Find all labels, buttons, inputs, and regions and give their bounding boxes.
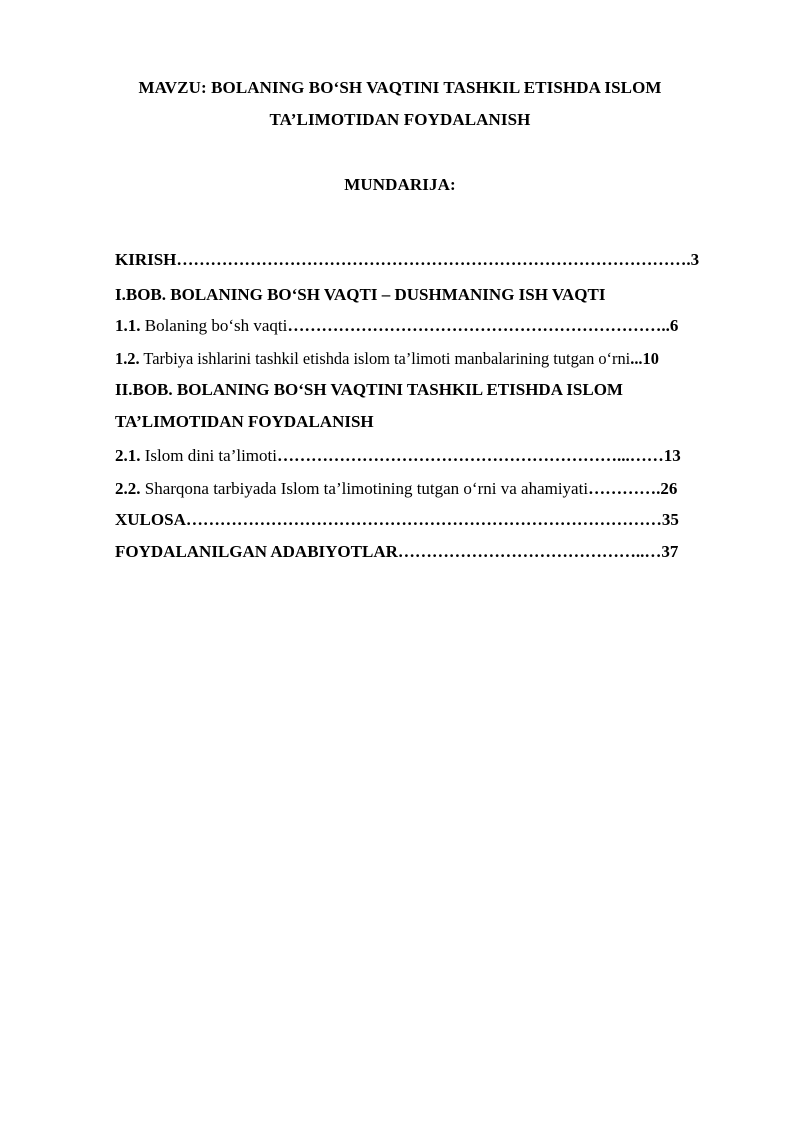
section-number: 1.1. bbox=[115, 316, 141, 335]
section-leader-page: …………………………………………………………..6 bbox=[287, 316, 679, 335]
section-title: Tarbiya ishlarini tashkil etishda islom ta’limoti manbalarining tutgan o‘rni bbox=[139, 349, 631, 368]
document-title-line-1: MAVZU: BOLANING BO‘SH VAQTINI TASHKIL ETISHDA ISLOM bbox=[138, 78, 662, 97]
section-leader-page: ………….26 bbox=[588, 479, 678, 498]
section-number: 2.1. bbox=[115, 446, 141, 465]
toc-chapter-2-line-1: II.BOB. BOLANING BO‘SH VAQTINI TASHKIL ETISHDA ISLOM bbox=[115, 380, 623, 399]
toc-heading: MUNDARIJA: bbox=[344, 175, 456, 194]
section-title: Sharqona tarbiyada Islom ta’limotining tutgan o‘rni va ahamiyati bbox=[140, 479, 589, 498]
toc-chapter-1: I.BOB. BOLANING BO‘SH VAQTI – DUSHMANING ISH VAQTI bbox=[115, 285, 606, 304]
toc-entry-2-1 bbox=[115, 446, 795, 466]
toc-entry-1-2 bbox=[115, 349, 795, 369]
section-title: Islom dini ta’limoti bbox=[140, 446, 277, 465]
section-title: Bolaning bo‘sh vaqti bbox=[140, 316, 288, 335]
toc-entry-2-2 bbox=[115, 479, 795, 499]
toc-chapter-2-line-2: TA’LIMOTIDAN FOYDALANISH bbox=[115, 412, 374, 431]
section-number: 1.2. bbox=[115, 349, 140, 368]
toc-entry-kirish: KIRISH……………………………………………………………………………….3 bbox=[115, 250, 700, 269]
toc-entry-adabiyotlar: FOYDALANILGAN ADABIYOTLAR……………………………………..…37 bbox=[115, 542, 679, 561]
section-leader-page: ...10 bbox=[630, 349, 659, 368]
document-title-line-2: TA’LIMOTIDAN FOYDALANISH bbox=[269, 110, 531, 129]
section-leader-page: ……………………………………………………...……13 bbox=[276, 446, 681, 465]
section-number: 2.2. bbox=[115, 479, 141, 498]
toc-entry-xulosa: XULOSA…………………………………………………………………………35 bbox=[115, 510, 679, 529]
toc-entry-1-1 bbox=[115, 316, 795, 336]
